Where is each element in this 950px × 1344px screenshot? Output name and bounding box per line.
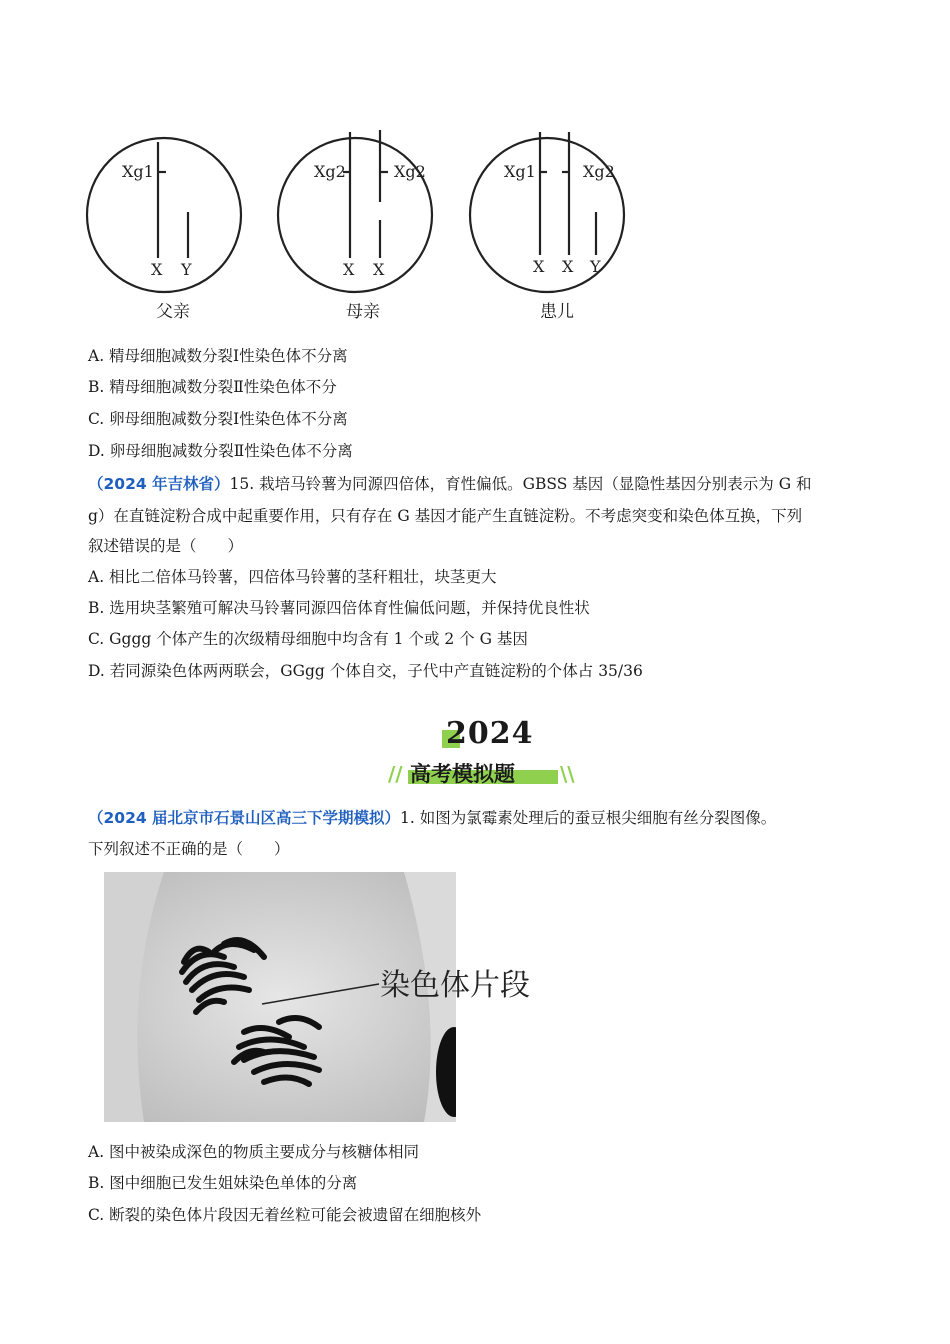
q1-option-a: A. 图中被染成深色的物质主要成分与核糖体相同 xyxy=(88,1143,420,1161)
father-caption: 父亲 xyxy=(156,302,190,322)
father-cell xyxy=(87,138,241,292)
q15-stem-text: 15. 栽培马铃薯为同源四倍体，育性偏低。GBSS 基因（显隐性基因分别表示为 G 和 xyxy=(229,475,812,493)
q1-stem-line-2: 下列叙述不正确的是（ ） xyxy=(88,840,290,858)
q1-source: （2024 届北京市石景山区高三下学期模拟） xyxy=(88,809,401,827)
mother-chr-label-x2: X xyxy=(373,260,385,279)
mother-gene-label-1: Xg2 xyxy=(314,162,346,181)
child-chr-label-x1: X xyxy=(533,257,545,276)
micrograph-label: 染色体片段 xyxy=(380,968,530,1003)
q1-option-b: B. 图中细胞已发生姐妹染色单体的分离 xyxy=(88,1174,358,1192)
q1-option-c: C. 断裂的染色体片段因无着丝粒可能会被遗留在细胞核外 xyxy=(88,1206,482,1224)
q1-stem-text: 1. 如图为氯霉素处理后的蚕豆根尖细胞有丝分裂图像。 xyxy=(400,809,777,827)
q15-stem-line-1 xyxy=(88,474,812,494)
q15-option-d: D. 若同源染色体两两联会，GGgg 个体自交，子代中产直链淀粉的个体占 35/36 xyxy=(88,662,643,680)
banner-title: 高考模拟题 xyxy=(410,762,515,786)
banner-slash-left: // xyxy=(388,762,403,786)
q1-stem-line-1 xyxy=(88,808,776,828)
q14-option-c: C. 卵母细胞减数分裂Ⅰ性染色体不分离 xyxy=(88,410,348,428)
mother-caption: 母亲 xyxy=(346,302,380,322)
q15-option-a: A. 相比二倍体马铃薯，四倍体马铃薯的茎秆粗壮，块茎更大 xyxy=(88,568,497,586)
q14-option-b: B. 精母细胞减数分裂Ⅱ性染色体不分 xyxy=(88,378,337,396)
q15-stem-line-3: 叙述错误的是（ ） xyxy=(88,537,244,555)
father-chr-label-x: X xyxy=(151,260,163,279)
child-chr-label-x2: X xyxy=(562,257,574,276)
child-caption: 患儿 xyxy=(540,302,574,322)
child-gene-label-2: Xg2 xyxy=(583,162,615,181)
mother-chr-label-x1: X xyxy=(343,260,355,279)
q15-option-b: B. 选用块茎繁殖可解决马铃薯同源四倍体育性偏低问题，并保持优良性状 xyxy=(88,599,590,617)
child-gene-label-1: Xg1 xyxy=(504,162,536,181)
father-chr-label-y: Y xyxy=(181,260,192,279)
banner-year: 2024 xyxy=(446,716,534,751)
mother-gene-label-2: Xg2 xyxy=(394,162,426,181)
q15-source: （2024 年吉林省） xyxy=(88,475,230,493)
father-gene-label: Xg1 xyxy=(122,162,154,181)
q15-stem-line-2: g）在直链淀粉合成中起重要作用，只有存在 G 基因才能产生直链淀粉。不考虑突变和染色体互换，下列 xyxy=(88,507,803,525)
child-chr-label-y: Y xyxy=(590,257,601,276)
q14-option-d: D. 卵母细胞减数分裂Ⅱ性染色体不分离 xyxy=(88,442,353,460)
q14-option-a: A. 精母细胞减数分裂Ⅰ性染色体不分离 xyxy=(88,347,348,365)
banner-slash-right: \\ xyxy=(560,762,575,786)
q15-option-c: C. Gggg 个体产生的次级精母细胞中均含有 1 个或 2 个 G 基因 xyxy=(88,630,528,648)
